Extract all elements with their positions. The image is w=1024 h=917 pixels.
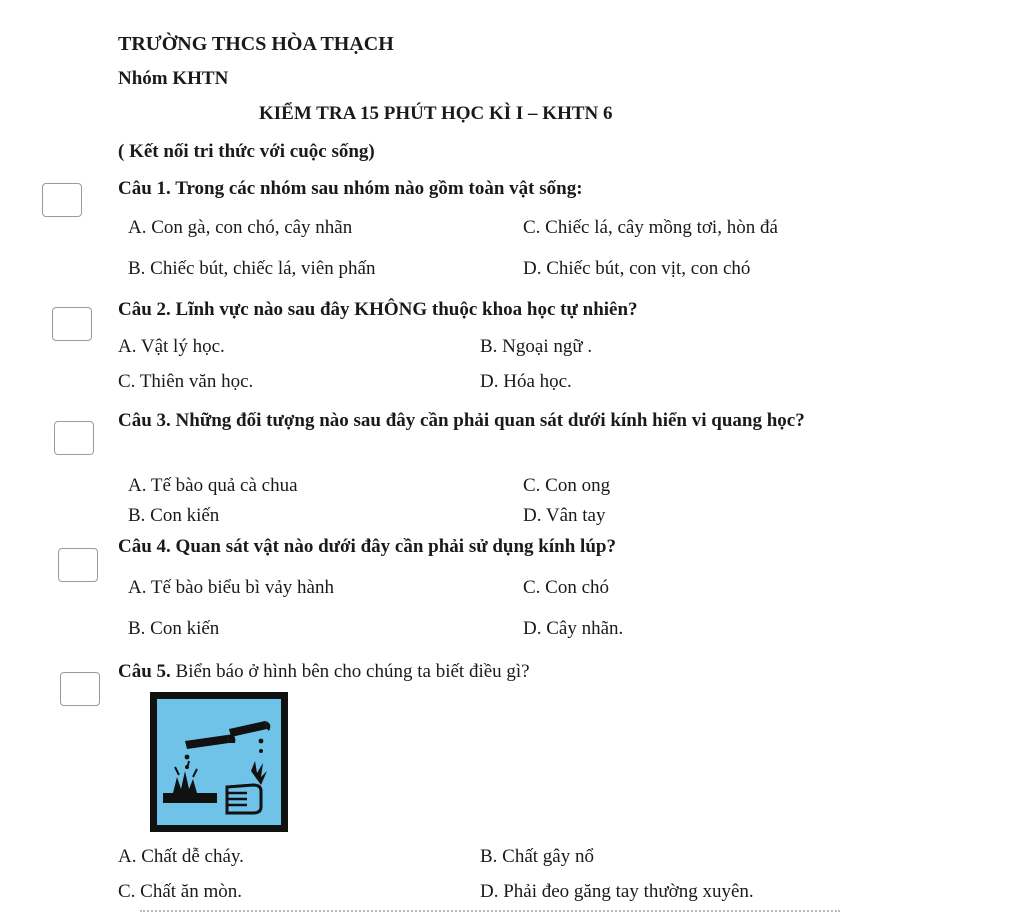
q3-option-b: B. Con kiến [128,505,220,526]
q4-option-b: B. Con kiến [128,618,220,639]
answer-box-q5[interactable] [60,672,100,706]
page-cut-edge [140,910,840,917]
q4-option-c: C. Con chó [523,577,610,598]
q3-option-c: C. Con ong [523,475,611,496]
answer-box-q2[interactable] [52,307,92,341]
q1-option-c: C. Chiếc lá, cây mồng tơi, hòn đá [523,217,778,238]
q1-option-d: D. Chiếc bút, con vịt, con chó [523,258,751,279]
answer-box-q3[interactable] [54,421,94,455]
group-name: Nhóm KHTN [118,68,229,89]
q1-option-a: A. Con gà, con chó, cây nhãn [128,217,353,238]
q5-option-c: C. Chất ăn mòn. [118,881,243,902]
q2-option-d: D. Hóa học. [480,371,572,392]
q3-option-a: A. Tế bào quả cà chua [128,475,298,496]
q3-option-d: D. Vân tay [523,505,606,526]
q4-option-a: A. Tế bào biểu bì vảy hành [128,577,334,598]
answer-box-q1[interactable] [42,183,82,217]
q2-option-b: B. Ngoại ngữ . [480,336,593,357]
q5-option-b: B. Chất gây nổ [480,846,594,867]
question-5-body: Biển báo ở hình bên cho chúng ta biết điều gì? [170,661,530,682]
test-title: KIỂM TRA 15 PHÚT HỌC KÌ I – KHTN 6 [259,103,613,124]
test-subtitle: ( Kết nối tri thức với cuộc sống) [118,141,375,162]
question-5-text [118,661,530,683]
q4-option-d: D. Cây nhãn. [523,618,624,639]
question-2-text: Câu 2. Lĩnh vực nào sau đây KHÔNG thuộc khoa học tự nhiên? [118,299,638,320]
q5-option-a: A. Chất dễ cháy. [118,846,244,867]
question-1-text: Câu 1. Trong các nhóm sau nhóm nào gồm toàn vật sống: [118,178,583,199]
corrosive-sign [150,692,288,832]
answer-box-q4[interactable] [58,548,98,582]
school-name: TRƯỜNG THCS HÒA THẠCH [118,33,394,55]
q1-option-b: B. Chiếc bút, chiếc lá, viên phấn [128,258,376,279]
question-3-text: Câu 3. Những đối tượng nào sau đây cần phải quan sát dưới kính hiển vi quang học? [118,410,805,431]
question-5-label: Câu 5. [118,661,171,682]
q5-option-d: D. Phải đeo găng tay thường xuyên. [480,881,754,902]
question-4-text: Câu 4. Quan sát vật nào dưới đây cần phải sử dụng kính lúp? [118,536,616,557]
q2-option-a: A. Vật lý học. [118,336,225,357]
q2-option-c: C. Thiên văn học. [118,371,254,392]
corrosive-hazard-icon [157,699,281,825]
